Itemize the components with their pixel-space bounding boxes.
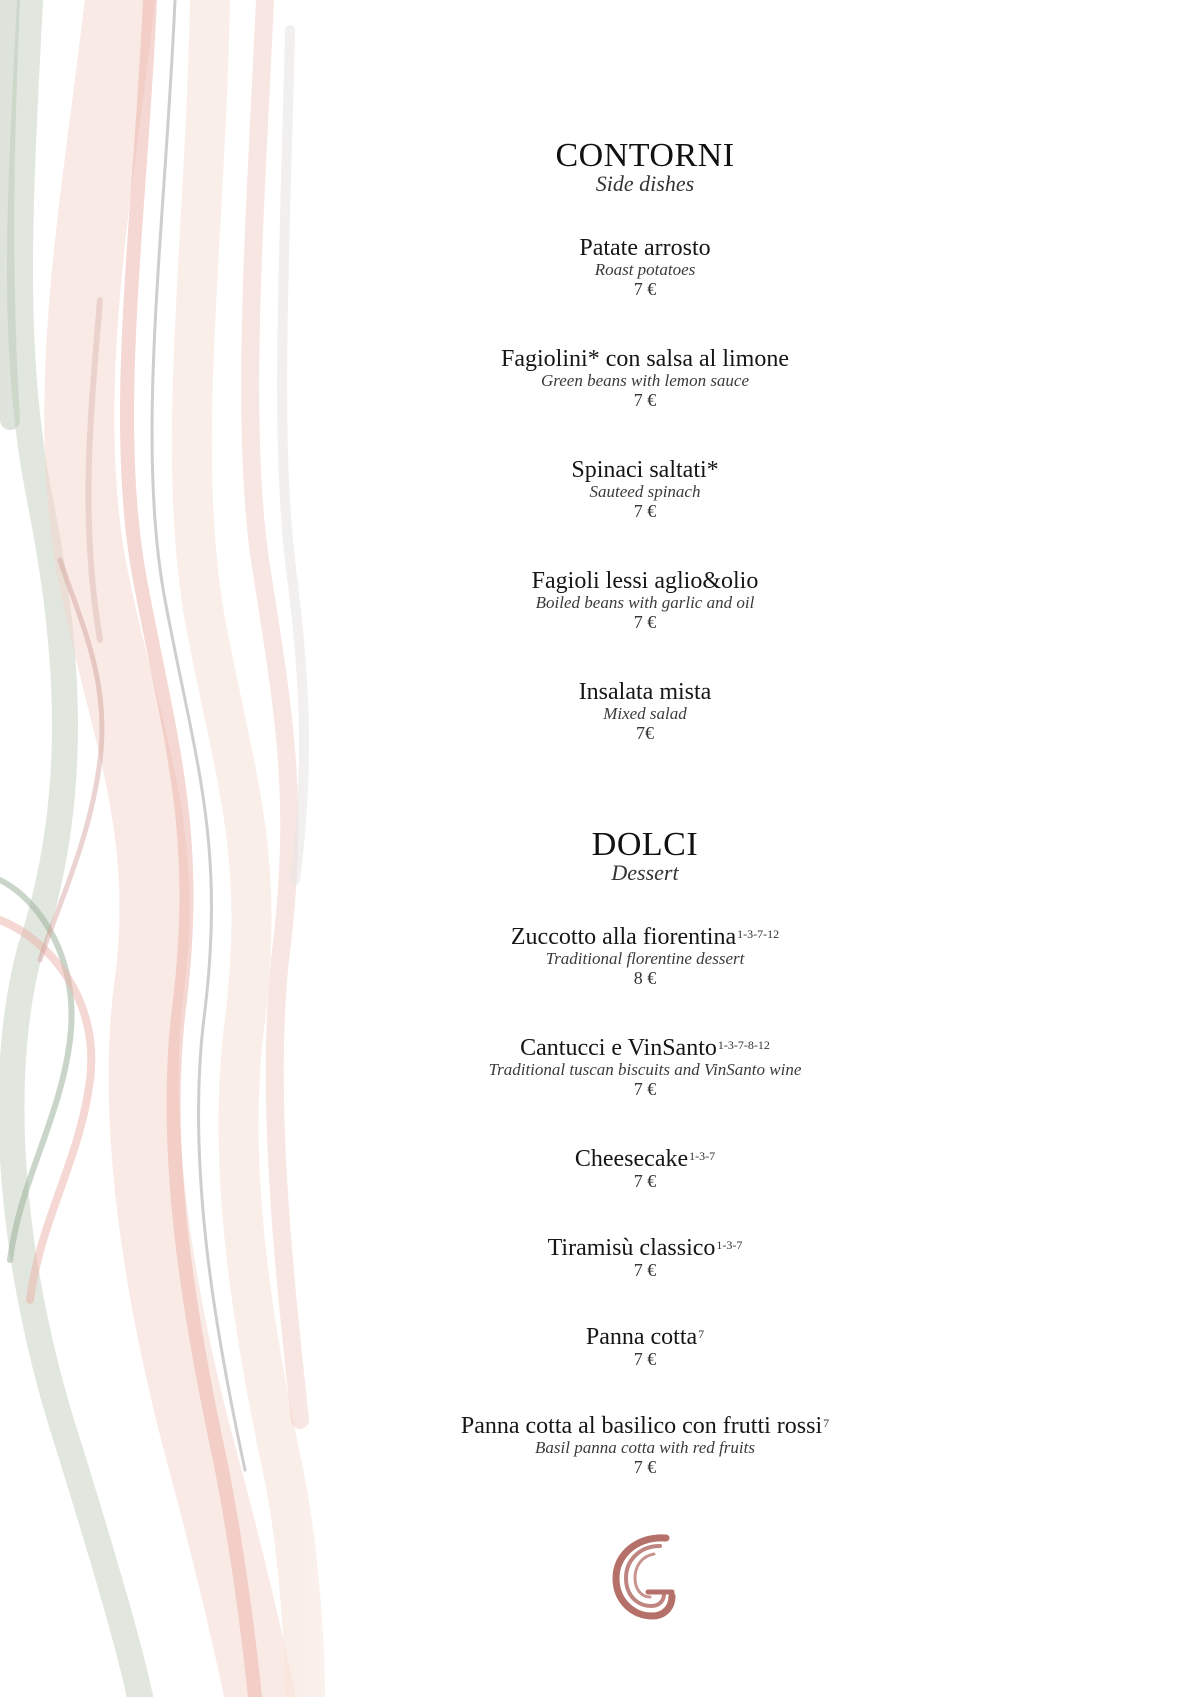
item-price: 7 € <box>633 501 657 521</box>
item-description: Traditional florentine dessert <box>545 949 745 968</box>
item-price: 7 € <box>633 1349 657 1369</box>
item-name: Spinaci saltati* <box>571 457 719 483</box>
section-header-dolci <box>380 826 910 885</box>
menu-item <box>380 1236 910 1280</box>
item-price: 7 € <box>633 1079 657 1099</box>
menu-item <box>380 458 910 521</box>
menu-item <box>380 925 910 988</box>
section-subtitle: Dessert <box>611 860 679 885</box>
item-price: 7€ <box>636 723 654 743</box>
item-name: Panna cotta al basilico con frutti rossi$^7$ <box>460 1413 830 1439</box>
item-name: Fagioli lessi aglio&olio <box>531 568 759 594</box>
menu-item <box>380 347 910 410</box>
item-price: 7 € <box>633 279 657 299</box>
restaurant-swirl-logo-icon <box>608 1532 678 1622</box>
item-price: 7 € <box>633 1171 657 1191</box>
section-title: CONTORNI <box>555 137 735 174</box>
item-name: Cantucci e VinSanto$^{1-3-7-8-12}$ <box>520 1035 770 1061</box>
menu-item <box>380 1147 910 1191</box>
item-description: Roast potatoes <box>594 260 696 279</box>
section-subtitle: Side dishes <box>595 171 695 196</box>
item-price: 7 € <box>633 612 657 632</box>
allergen-codes: 1-3-7 <box>716 1238 743 1252</box>
menu-item <box>380 236 910 299</box>
menu-item <box>380 680 910 743</box>
item-price: 7 € <box>633 1260 657 1280</box>
item-name: Patate arrosto <box>579 235 711 261</box>
section-header-contorni <box>380 137 910 196</box>
menu-item <box>380 1414 910 1477</box>
item-description: Green beans with lemon sauce <box>540 371 750 390</box>
decorative-wave-art <box>0 0 420 1697</box>
allergen-codes: 1-3-7-8-12 <box>717 1038 770 1052</box>
allergen-codes: 1-3-7 <box>689 1149 716 1163</box>
item-price: 7 € <box>633 1457 657 1477</box>
section-title: DOLCI <box>591 826 699 863</box>
item-description: Basil panna cotta with red fruits <box>535 1438 755 1457</box>
item-name: Panna cotta$^7$ <box>585 1324 705 1350</box>
item-description: Boiled beans with garlic and oil <box>535 593 755 612</box>
item-price: 8 € <box>633 968 657 988</box>
allergen-codes: 1-3-7-12 <box>737 927 780 941</box>
item-description: Traditional tuscan biscuits and VinSanto wine <box>488 1060 802 1079</box>
menu-item <box>380 1325 910 1369</box>
menu-item <box>380 1036 910 1099</box>
allergen-codes: 7 <box>698 1327 705 1341</box>
item-name: Cheesecake$^{1-3-7}$ <box>574 1146 716 1172</box>
item-description: Sauteed spinach <box>589 482 701 501</box>
item-description: Mixed salad <box>603 704 687 723</box>
item-name: Fagiolini* con salsa al limone <box>501 346 789 372</box>
item-name: Insalata mista <box>578 679 712 705</box>
menu-item <box>380 569 910 632</box>
allergen-codes: 7 <box>823 1416 830 1430</box>
item-name: Zuccotto alla fiorentina$^{1-3-7-12}$ <box>510 924 780 950</box>
item-name: Tiramisù classico$^{1-3-7}$ <box>547 1235 743 1261</box>
item-price: 7 € <box>633 390 657 410</box>
